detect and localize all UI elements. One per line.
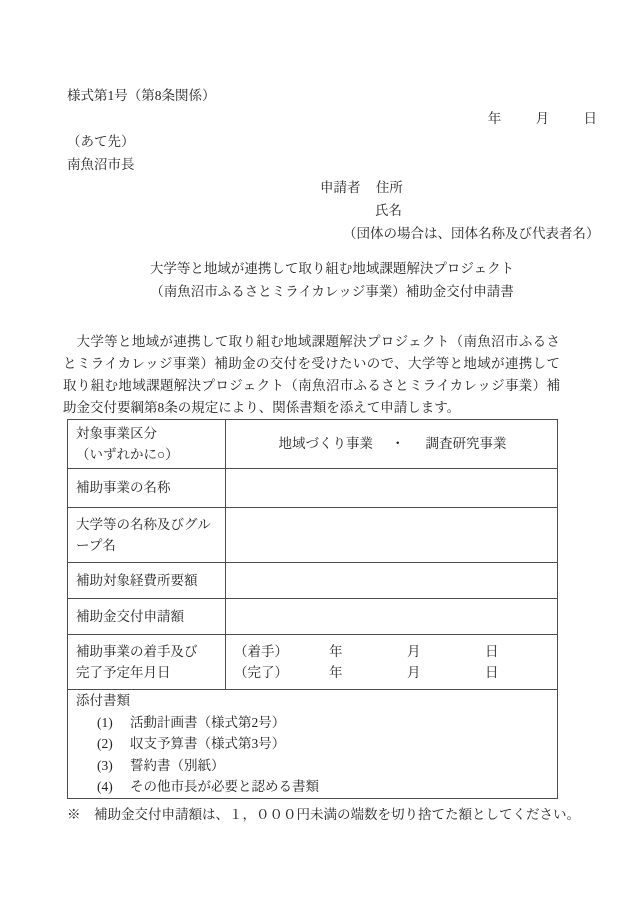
date-month-label: 月: [535, 111, 550, 126]
application-table: [67, 419, 558, 799]
addressee-label: （あて先）: [67, 134, 135, 149]
attachment-item: [97, 733, 551, 755]
university-name-row: [68, 508, 558, 563]
schedule-start-prefix: （着手）: [234, 643, 288, 659]
expense-amount-value-cell: [226, 563, 558, 599]
application-body-text: 大学等と地域が連携して取り組む地域課題解決プロジェクト（南魚沼市ふるさとミライカレッジ事業）補助金の交付を受けたいので、大学等と地域が連携して取り組む地域課題解決プロジェクト（南魚沼市ふるさとミライカレッジ事業）補助金交付要綱第8条の規定により、関係書類を添えて申請します。: [63, 334, 560, 415]
attachments-header: 添付書類: [76, 693, 130, 708]
schedule-start-year-label: 年: [329, 643, 343, 659]
category-label-cell: [68, 420, 226, 469]
category-option-separator: ・: [391, 436, 405, 452]
schedule-value-cell: [226, 635, 558, 690]
schedule-end-prefix: （完了）: [234, 665, 288, 680]
expense-amount-label: 補助対象経費所要額: [68, 563, 226, 599]
attachments-cell: [68, 690, 558, 799]
schedule-start-day-label: 日: [485, 643, 499, 659]
document-title: [67, 257, 597, 303]
document-title-line1: 大学等と地域が連携して取り組む地域課題解決プロジェクト: [149, 261, 515, 276]
university-name-label: 大学等の名称及びグループ名: [68, 508, 226, 563]
date-line: [67, 107, 597, 130]
grant-amount-label: 補助金交付申請額: [68, 599, 226, 635]
grant-amount-value-cell: [226, 599, 558, 635]
schedule-end-year-label: 年: [329, 665, 343, 680]
category-label-line1: 対象事業区分: [76, 425, 157, 441]
attachment-text: 活動計画書（様式第2号）: [130, 714, 286, 730]
form-number: 様式第1号（第8条関係）: [67, 88, 216, 103]
attachment-text: 誓約書（別紙）: [130, 757, 225, 773]
addressee-name: 南魚沼市長: [67, 157, 135, 172]
schedule-label-line1: 補助事業の着手及び: [76, 643, 198, 659]
footnote: ※ 補助金交付申請額は、１，０００円未満の端数を切り捨てた額としてください。: [67, 806, 580, 822]
date-year-label: 年: [487, 111, 502, 126]
attachment-number: (2): [97, 736, 113, 751]
applicant-org-note: （団体の場合は、団体名称及び代表者名）: [343, 226, 600, 241]
schedule-end-day-label: 日: [485, 665, 499, 680]
schedule-end-line: [234, 662, 551, 684]
category-option-research: 調査研究事業: [425, 436, 507, 452]
category-option-community: 地域づくり事業: [278, 436, 373, 452]
attachment-number: (1): [97, 714, 113, 730]
project-name-value-cell: [226, 469, 558, 508]
attachment-item: [97, 755, 551, 777]
category-row: [68, 420, 558, 469]
attachment-number: (3): [97, 757, 113, 773]
document-title-line2: （南魚沼市ふるさとミライカレッジ事業）補助金交付申請書: [150, 284, 514, 299]
schedule-row: [68, 635, 558, 690]
applicant-address-label: 住所: [375, 180, 403, 195]
schedule-label-cell: [68, 635, 226, 690]
attachment-item: [97, 712, 551, 734]
attachments-row: [68, 690, 558, 799]
project-name-label: 補助事業の名称: [68, 469, 226, 508]
applicant-row: [320, 176, 597, 199]
attachment-number: (4): [97, 779, 113, 794]
category-options: [234, 433, 551, 455]
category-label-line2: （いずれかに○）: [76, 447, 179, 462]
applicant-name-label: 氏名: [375, 203, 402, 218]
grant-amount-row: [68, 599, 558, 635]
project-name-row: [68, 469, 558, 508]
schedule-end-month-label: 月: [407, 665, 421, 680]
category-value-cell: [226, 420, 558, 469]
expense-amount-row: [68, 563, 558, 599]
university-name-value-cell: [226, 508, 558, 563]
schedule-start-line: [234, 641, 551, 663]
attachment-text: 収支予算書（様式第3号）: [130, 736, 286, 751]
applicant-label: 申請者: [320, 180, 361, 195]
date-day-label: 日: [583, 111, 597, 126]
attachment-item: [97, 776, 551, 798]
schedule-label-line2: 完了予定年月日: [76, 665, 171, 680]
schedule-start-month-label: 月: [407, 643, 421, 659]
attachment-text: その他市長が必要と認める書類: [130, 779, 319, 794]
